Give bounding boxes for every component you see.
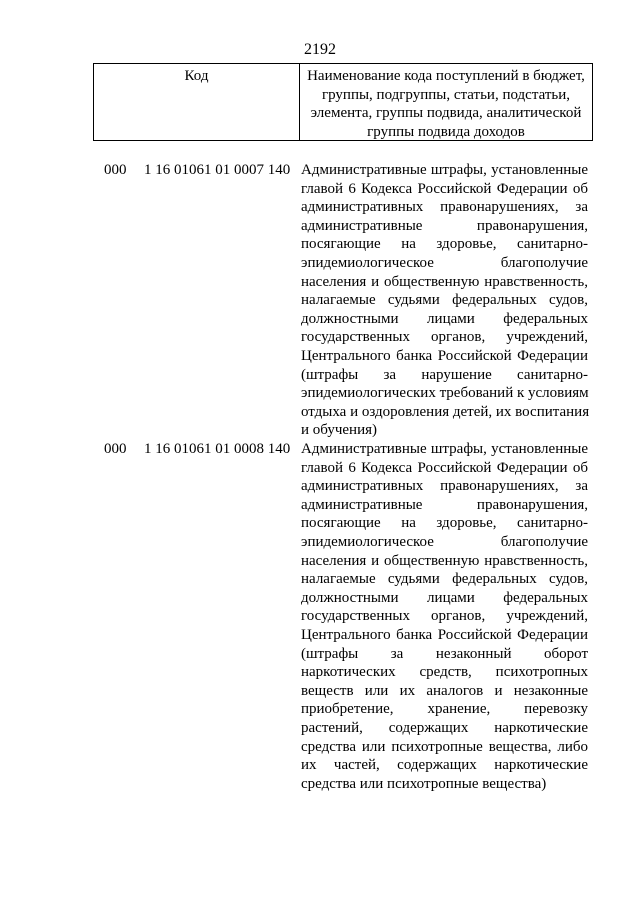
description-line: посягающие на здоровье, санитарно-	[301, 515, 588, 532]
description-line: приобретение, хранение, перевозку	[301, 701, 588, 718]
description-line: государственных органов, учреждений,	[301, 329, 588, 346]
header-code-column: Код	[94, 64, 300, 140]
description-line: отдыха и оздоровления детей, их воспитания	[301, 403, 590, 420]
description-line: населения и общественную нравственность,	[301, 552, 588, 569]
revenue-code: 1 16 01061 01 0008 140	[144, 441, 291, 457]
description-line: Административные штрафы, установленные	[301, 162, 588, 178]
description-line: (штрафы за незаконный оборот	[301, 645, 588, 662]
description-line: эпидемиологических требований к условиям	[301, 385, 589, 402]
description-line: главой 6 Кодекса Российской Федерации об	[301, 459, 588, 476]
description-line: административных правонарушениях, за	[301, 478, 588, 495]
description-line: веществ или их аналогов и незаконные	[301, 682, 588, 699]
description-line: их частей, содержащих наркотические	[301, 757, 588, 774]
description-line: государственных органов, учреждений,	[301, 608, 588, 625]
admin-code: 000	[104, 441, 127, 457]
admin-code: 000	[104, 162, 127, 178]
description-line: (штрафы за нарушение санитарно-	[301, 366, 588, 383]
page-number: 2192	[304, 41, 336, 58]
header-name-column: Наименование кода поступлений в бюджет, группы, подгруппы, статьи, подстатьи, элемента, группы подвида, аналитической группы подвида доходов	[307, 68, 585, 140]
description-line: должностными лицами федеральных	[301, 310, 588, 327]
description-line: Административные штрафы, установленные	[301, 441, 588, 457]
description-line: главой 6 Кодекса Российской Федерации об	[301, 180, 588, 197]
description-line: посягающие на здоровье, санитарно-	[301, 236, 588, 253]
description-line: растений, содержащих наркотические	[301, 719, 588, 736]
table-header	[93, 63, 593, 141]
description-line: эпидемиологическое благополучие	[301, 254, 588, 271]
description-line: средства или психотропные вещества, либо	[301, 738, 588, 755]
description-line: должностными лицами федеральных	[301, 589, 588, 606]
description-line: населения и общественную нравственность,	[301, 273, 588, 290]
revenue-description	[301, 440, 588, 793]
revenue-description	[301, 161, 588, 440]
description-line: Центрального банка Российской Федерации	[301, 626, 588, 643]
description-line: административных правонарушениях, за	[301, 199, 588, 216]
description-line: налагаемые судьями федеральных судов,	[301, 571, 588, 588]
description-line: налагаемые судьями федеральных судов,	[301, 292, 588, 309]
description-line: наркотических средств, психотропных	[301, 664, 588, 681]
description-line: эпидемиологическое благополучие	[301, 533, 588, 550]
description-line: средства или психотропные вещества)	[301, 775, 547, 792]
description-line: административные правонарушения,	[301, 496, 588, 513]
description-line: и обучения)	[301, 422, 377, 439]
revenue-code: 1 16 01061 01 0007 140	[144, 162, 291, 178]
description-line: административные правонарушения,	[301, 217, 588, 234]
description-line: Центрального банка Российской Федерации	[301, 347, 588, 364]
